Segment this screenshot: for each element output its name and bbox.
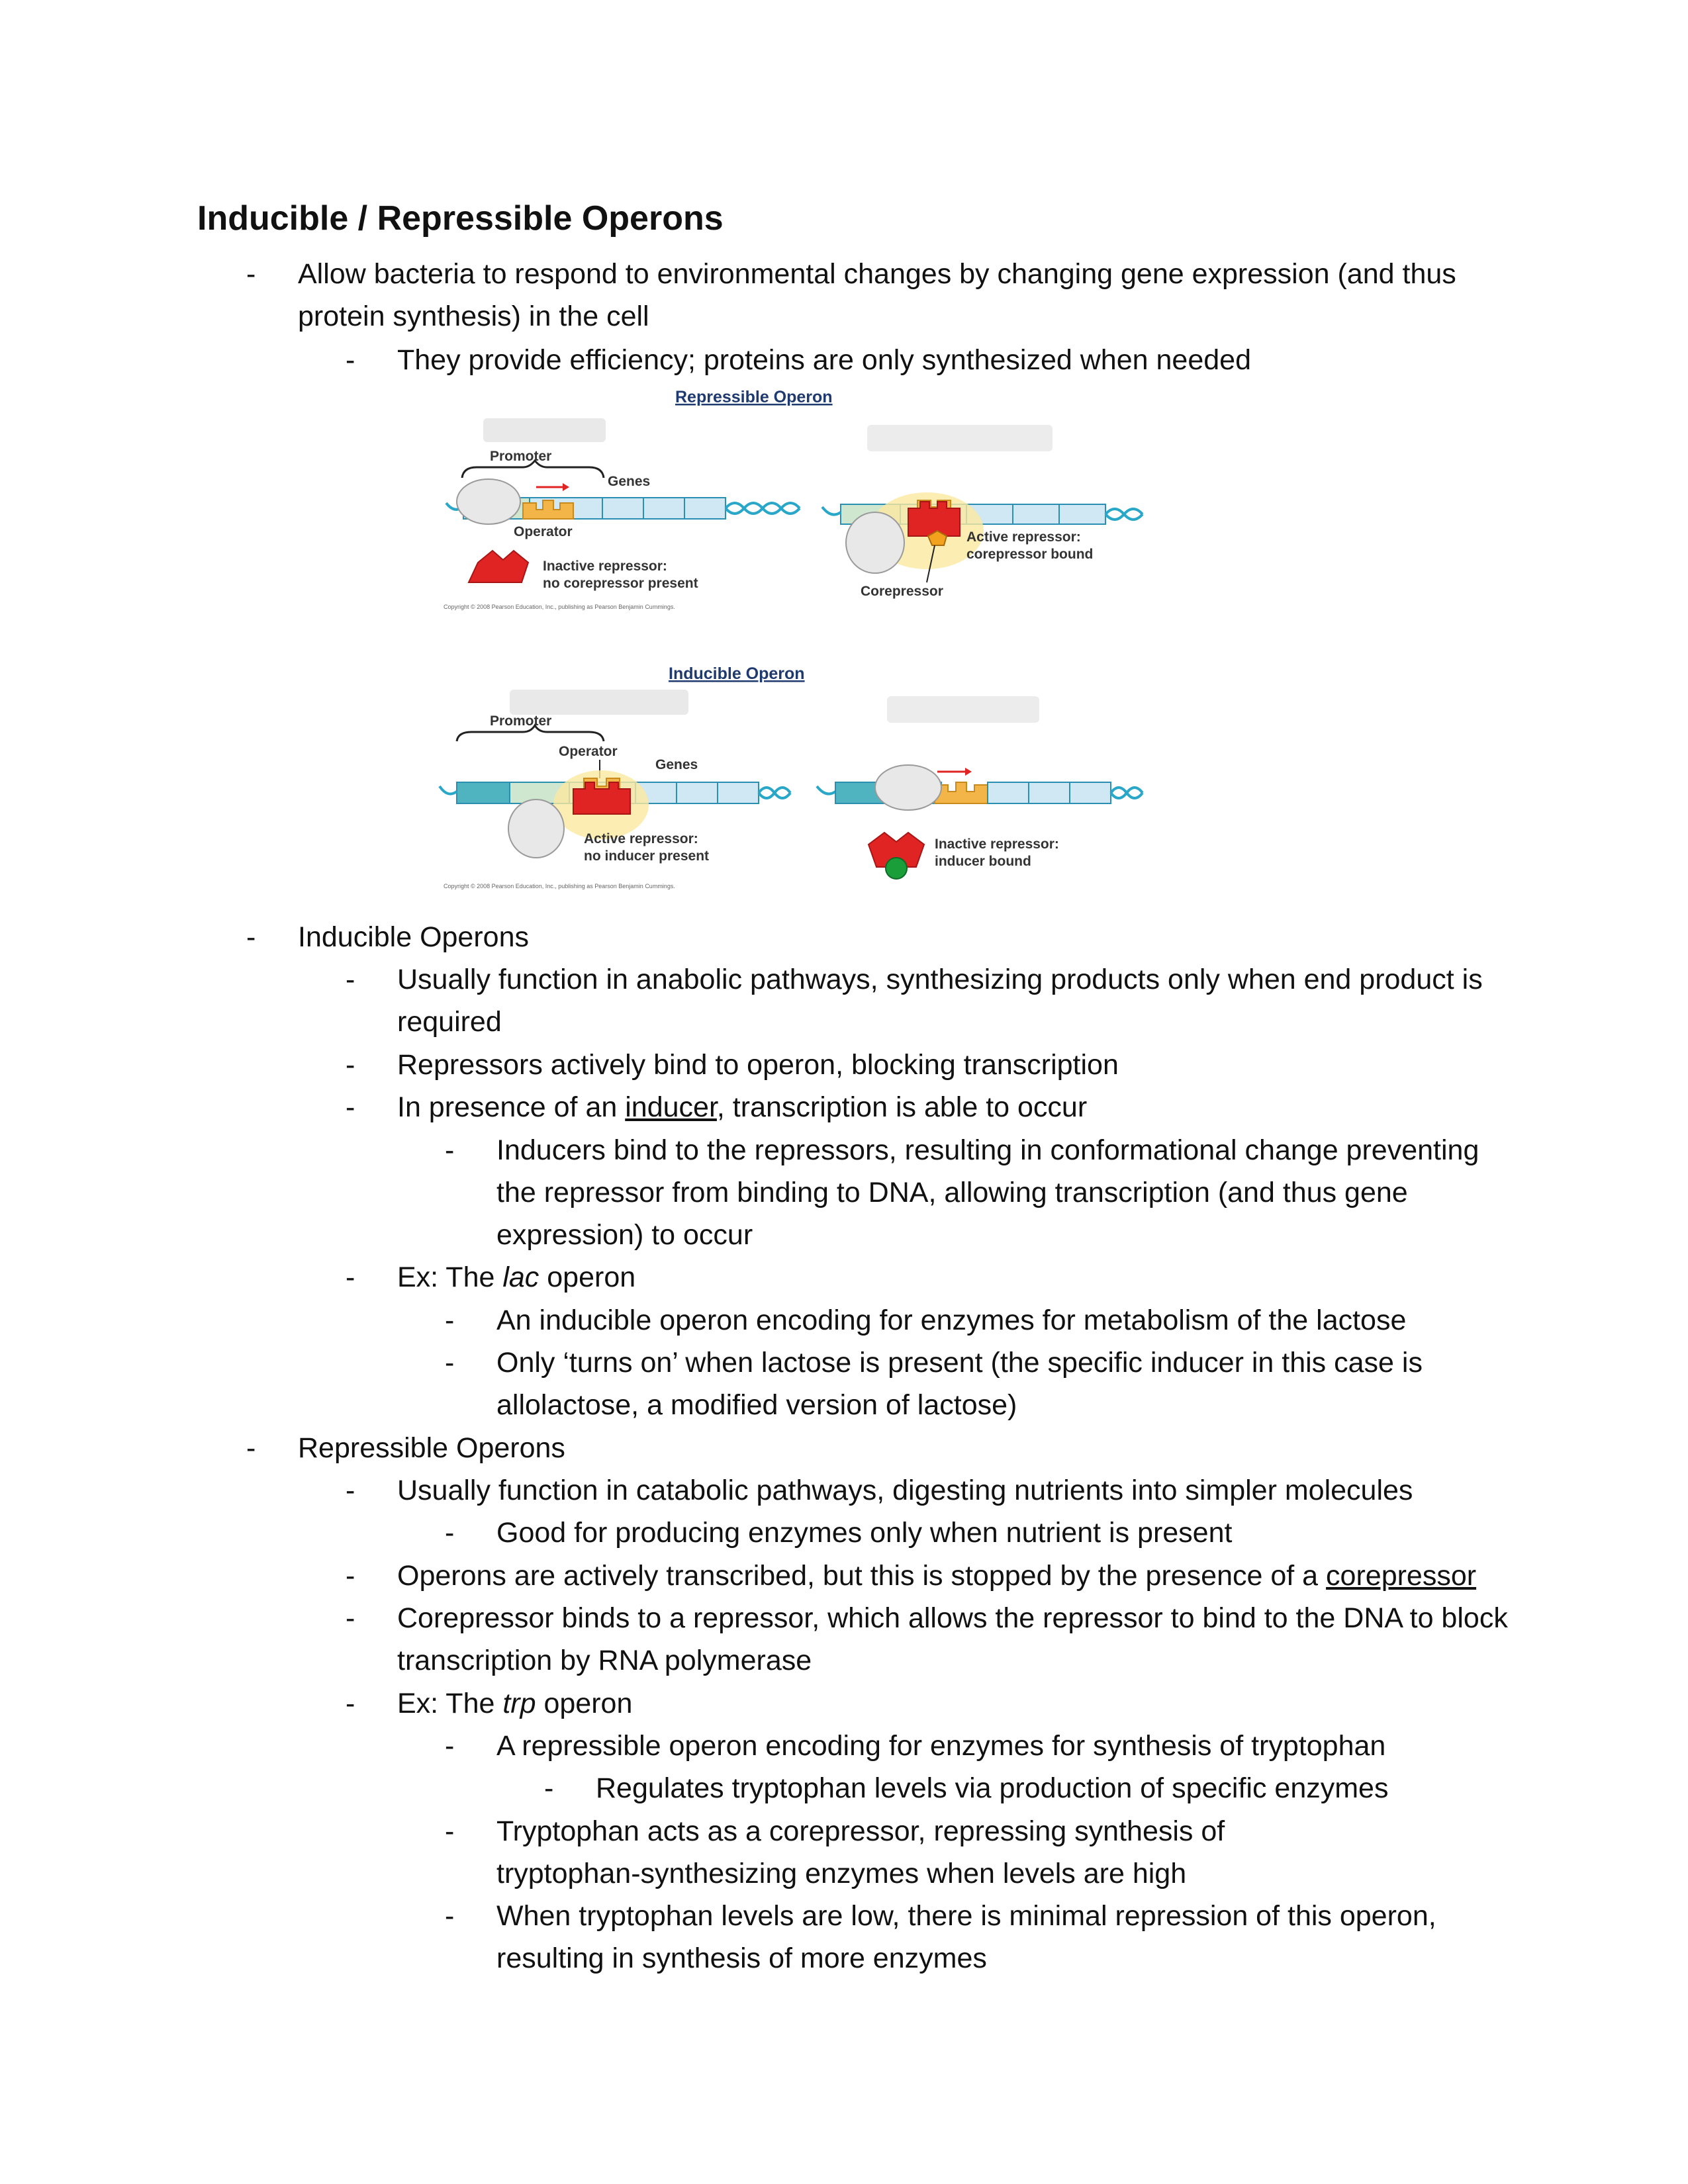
genes-label: Genes xyxy=(608,474,651,489)
inducible-example-b-cont: allolactose, a modified version of lactose) xyxy=(496,1389,1017,1421)
inducible-operon-figure xyxy=(437,655,1152,907)
blurred-label xyxy=(887,696,1039,723)
gene-box xyxy=(718,782,759,803)
bullet-dash: - xyxy=(445,1347,455,1379)
repressible-point-1a: Good for producing enzymes only when nutrient is present xyxy=(496,1517,1233,1549)
inducible-example-a: An inducible operon encoding for enzymes for metabolism of the lactose xyxy=(496,1304,1407,1336)
genes-label: Genes xyxy=(655,757,698,772)
blurred-label xyxy=(510,690,688,715)
inducible-example: Ex: The lac operon xyxy=(397,1261,636,1293)
inactive-repressor-label: Inactive repressor: xyxy=(935,837,1059,852)
operator-box xyxy=(935,782,988,803)
corepressor-label: Corepressor xyxy=(861,584,943,599)
repressible-example: Ex: The trp operon xyxy=(397,1688,633,1719)
active-repressor-label: no inducer present xyxy=(584,848,710,864)
trp-term: trp xyxy=(502,1688,536,1719)
active-repressor-label: Active repressor: xyxy=(584,831,698,846)
dna-strand xyxy=(822,507,841,515)
bullet-dash: - xyxy=(445,1900,455,1932)
dna-strand xyxy=(817,786,835,794)
bullet-dash: - xyxy=(246,921,256,953)
operator-box xyxy=(523,500,573,519)
rna-polymerase xyxy=(846,512,904,573)
page-title: Inducible / Repressible Operons xyxy=(197,199,724,238)
active-repressor-label: Active repressor: xyxy=(966,529,1081,545)
active-repressor-label: corepressor bound xyxy=(966,547,1094,562)
promoter-label: Promoter xyxy=(490,449,552,464)
repressible-operon-figure xyxy=(437,377,1152,642)
bullet-dash: - xyxy=(445,1517,455,1549)
repressible-example-c-cont: resulting in synthesis of more enzymes xyxy=(496,1942,987,1974)
bullet-dash: - xyxy=(346,1049,355,1081)
blurred-label xyxy=(867,425,1053,451)
repressible-example-b-cont: tryptophan-synthesizing enzymes when levels are high xyxy=(496,1858,1187,1889)
copyright-note: Copyright © 2008 Pearson Education, Inc., publishing as Pearson Benjamin Cummings. xyxy=(444,883,675,889)
inducible-point-1: Usually function in anabolic pathways, synthesizing products only when end product is xyxy=(397,964,1483,995)
promoter-label: Promoter xyxy=(490,713,552,729)
intro-line-1: Allow bacteria to respond to environmental changes by changing gene expression (and thus xyxy=(298,258,1456,290)
bullet-dash: - xyxy=(346,1560,355,1592)
repressible-point-2: Operons are actively transcribed, but this is stopped by the presence of a corepressor xyxy=(397,1560,1477,1592)
bullet-dash: - xyxy=(346,1261,355,1293)
inducible-example-b: Only ‘turns on’ when lactose is present (the specific inducer in this case is xyxy=(496,1347,1423,1379)
operator-label: Operator xyxy=(514,524,573,539)
repressible-example-a1: Regulates tryptophan levels via production of specific enzymes xyxy=(596,1772,1389,1804)
bullet-dash: - xyxy=(246,1432,256,1464)
repressible-example-c: When tryptophan levels are low, there is minimal repression of this operon, xyxy=(496,1900,1436,1932)
inactive-repressor-label: Inactive repressor: xyxy=(543,559,667,574)
inducible-point-3a: Inducers bind to the repressors, resulting in conformational change preventing xyxy=(496,1134,1479,1166)
inducible-point-2: Repressors actively bind to operon, blocking transcription xyxy=(397,1049,1119,1081)
gene-box xyxy=(602,498,643,519)
gene-box xyxy=(643,498,684,519)
bullet-dash: - xyxy=(346,1602,355,1634)
repressible-point-3: Corepressor binds to a repressor, which allows the repressor to bind to the DNA to block xyxy=(397,1602,1508,1634)
gene-box xyxy=(1070,782,1111,803)
bullet-dash: - xyxy=(445,1730,455,1762)
inactive-repressor-label: inducer bound xyxy=(935,854,1031,869)
bullet-dash: - xyxy=(346,964,355,995)
bullet-dash: - xyxy=(346,344,355,376)
promoter-brace xyxy=(462,461,604,478)
bullet-dash: - xyxy=(346,1091,355,1123)
inducible-heading: Inducible Operons xyxy=(298,921,529,953)
gene-box xyxy=(1059,504,1105,524)
intro-line-2: protein synthesis) in the cell xyxy=(298,300,649,332)
rna-polymerase xyxy=(508,799,564,858)
operator-label: Operator xyxy=(559,744,618,759)
inducible-point-3a-cont: expression) to occur xyxy=(496,1219,753,1251)
transcription-arrow xyxy=(563,483,569,491)
bullet-dash: - xyxy=(445,1134,455,1166)
rna-polymerase xyxy=(457,479,520,524)
inactive-repressor-label: no corepressor present xyxy=(543,576,698,591)
bullet-dash: - xyxy=(346,1688,355,1719)
repressible-point-3-cont: transcription by RNA polymerase xyxy=(397,1645,812,1676)
copyright-note: Copyright © 2008 Pearson Education, Inc., publishing as Pearson Benjamin Cummings. xyxy=(444,604,675,610)
lac-term: lac xyxy=(502,1261,539,1293)
inducible-figure-title: Inducible Operon xyxy=(669,664,805,683)
inactive-repressor-shape xyxy=(469,551,528,582)
rna-polymerase xyxy=(875,765,941,810)
dna-strand xyxy=(440,786,457,794)
bullet-dash: - xyxy=(544,1772,554,1804)
gene-box xyxy=(684,498,726,519)
gene-box xyxy=(1029,782,1070,803)
inducible-point-3a-cont: the repressor from binding to DNA, allowing transcription (and thus gene xyxy=(496,1177,1408,1208)
repressible-example-b: Tryptophan acts as a corepressor, repressing synthesis of xyxy=(496,1815,1225,1847)
repressible-figure-title: Repressible Operon xyxy=(675,388,833,406)
corepressor-term: corepressor xyxy=(1326,1560,1477,1592)
inducible-point-3: In presence of an inducer, transcription is able to occur xyxy=(397,1091,1088,1123)
gene-box xyxy=(1013,504,1059,524)
gene-box xyxy=(677,782,718,803)
bullet-dash: - xyxy=(445,1304,455,1336)
transcription-arrow xyxy=(965,768,972,776)
dna-strand xyxy=(726,503,800,514)
bullet-dash: - xyxy=(246,258,256,290)
repressible-example-a: A repressible operon encoding for enzymes for synthesis of tryptophan xyxy=(496,1730,1386,1762)
repressible-point-1: Usually function in catabolic pathways, digesting nutrients into simpler molecules xyxy=(397,1475,1413,1506)
bullet-dash: - xyxy=(445,1815,455,1847)
gene-box xyxy=(988,782,1029,803)
repressible-heading: Repressible Operons xyxy=(298,1432,565,1464)
inducer-term: inducer xyxy=(625,1091,717,1123)
inducer-shape xyxy=(886,858,907,879)
promoter-box xyxy=(457,782,510,803)
bullet-dash: - xyxy=(346,1475,355,1506)
intro-sub: They provide efficiency; proteins are only synthesized when needed xyxy=(397,344,1251,376)
blurred-label xyxy=(483,418,606,442)
inducible-point-1-cont: required xyxy=(397,1006,502,1038)
